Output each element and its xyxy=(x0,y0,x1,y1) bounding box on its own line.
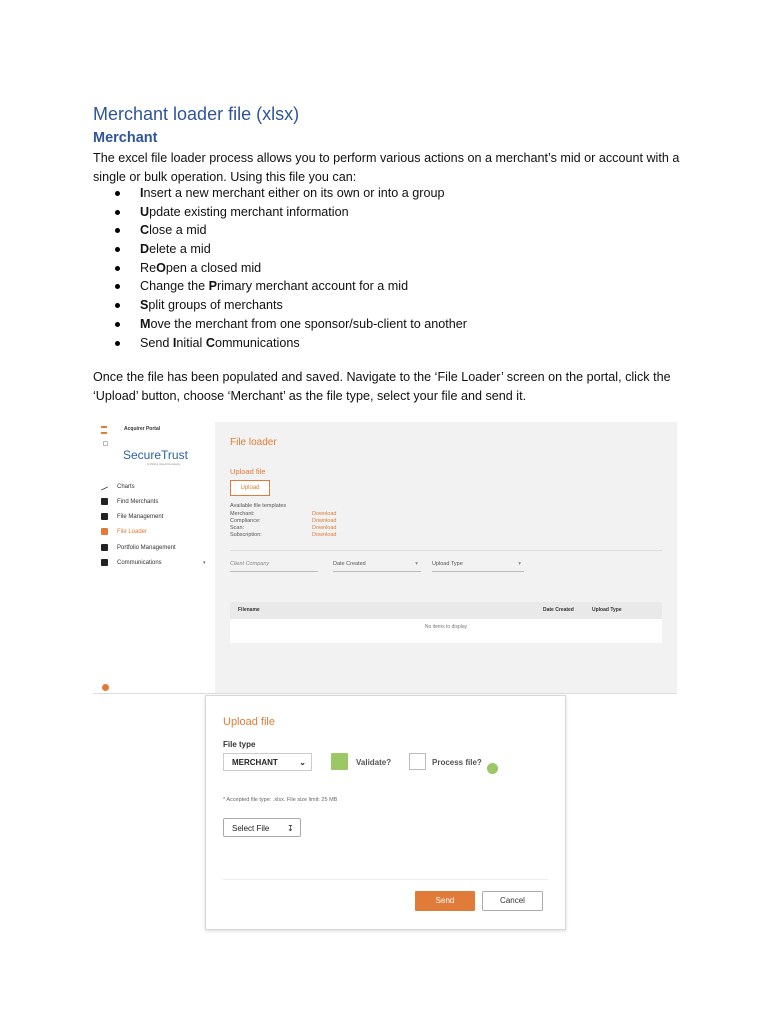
chevron-down-icon: ⌄ xyxy=(299,758,306,767)
column-header[interactable]: Date Created xyxy=(543,607,574,613)
templates-label: Available file templates xyxy=(230,503,287,509)
file-upload-icon xyxy=(101,528,108,535)
uploads-table xyxy=(230,602,662,643)
bullet-icon xyxy=(115,341,120,346)
column-header[interactable]: Filename xyxy=(238,607,260,613)
collapse-icon[interactable] xyxy=(103,441,108,446)
logo-tagline: A Viking Cloud Company xyxy=(147,462,181,466)
download-link[interactable]: Download xyxy=(312,525,337,531)
intro-paragraph: The excel file loader process allows you to perform various actions on a merchant’s mid or account with a single or bulk operation. Using this file you can: xyxy=(93,151,680,184)
portal-name: Acquirer Portal xyxy=(124,426,161,432)
column-header[interactable]: Upload Type xyxy=(592,607,622,613)
instructions-paragraph: Once the file has been populated and saved. Navigate to the ‘File Loader’ screen on the portal, click the ‘Upload’ button, choose ‘Merchant’ as the file type, select your file and send it. xyxy=(93,370,671,403)
validate-checkbox[interactable] xyxy=(331,753,348,770)
bullet-icon xyxy=(115,228,120,233)
sidebar-item-communications[interactable]: Communications xyxy=(101,558,162,568)
bullet-icon xyxy=(115,322,120,327)
operations-list xyxy=(93,184,467,352)
file-type-label: File type xyxy=(223,740,256,749)
list-item: Close a mid xyxy=(93,221,467,240)
upload-type-filter[interactable]: Upload Type ▾ xyxy=(432,557,524,572)
bullet-icon xyxy=(115,303,120,308)
sidebar-item-file-management[interactable]: File Management xyxy=(101,512,163,522)
user-icon[interactable] xyxy=(102,684,109,691)
chart-icon xyxy=(101,482,108,490)
template-row: Scan: Download xyxy=(230,525,337,531)
sidebar-item-charts[interactable]: Charts xyxy=(101,482,135,492)
chevron-down-icon[interactable]: ▾ xyxy=(203,560,206,566)
chevron-down-icon: ▾ xyxy=(415,561,418,567)
help-icon[interactable] xyxy=(487,763,498,774)
list-item: Send Initial Communications xyxy=(93,334,467,353)
select-file-button[interactable]: Select File ↧ xyxy=(223,818,301,837)
upload-dialog xyxy=(205,695,566,930)
bullet-icon xyxy=(115,247,120,252)
cancel-button[interactable]: Cancel xyxy=(482,891,543,911)
list-item: Insert a new merchant either on its own or into a group xyxy=(93,184,467,203)
chevron-down-icon: ▾ xyxy=(518,561,521,567)
document-title: Merchant loader file (xlsx) xyxy=(93,104,300,124)
template-row: Merchant: Download xyxy=(230,511,337,517)
bullet-icon xyxy=(115,266,120,271)
mail-icon xyxy=(101,559,108,566)
download-link[interactable]: Download xyxy=(312,532,337,538)
process-file-checkbox[interactable] xyxy=(409,753,426,770)
download-arrow-icon: ↧ xyxy=(287,824,294,833)
divider xyxy=(223,879,548,880)
list-item: Update existing merchant information xyxy=(93,203,467,222)
people-icon xyxy=(101,498,108,505)
template-row: Compliance: Download xyxy=(230,518,337,524)
folder-icon xyxy=(101,544,108,551)
sidebar-item-portfolio-management[interactable]: Portfolio Management xyxy=(101,543,176,553)
sidebar-item-find-merchants[interactable]: Find Merchants xyxy=(101,497,158,507)
process-file-label: Process file? xyxy=(432,758,482,767)
list-item: Split groups of merchants xyxy=(93,296,467,315)
bullet-icon xyxy=(115,210,120,215)
apps-menu-icon[interactable] xyxy=(101,426,107,434)
upload-section-heading: Upload file xyxy=(230,467,266,476)
file-type-note: * Accepted file type: .xlsx. File size limit: 25 MB xyxy=(223,797,338,803)
validate-label: Validate? xyxy=(356,758,392,767)
sidebar xyxy=(93,422,215,693)
sidebar-item-file-loader[interactable]: File Loader xyxy=(101,527,147,537)
portal-screenshot xyxy=(93,422,677,694)
list-item: ReOpen a closed mid xyxy=(93,259,467,278)
upload-button[interactable]: Upload xyxy=(230,480,270,496)
send-button[interactable]: Send xyxy=(415,891,475,911)
list-item: Move the merchant from one sponsor/sub-client to another xyxy=(93,315,467,334)
download-link[interactable]: Download xyxy=(312,518,337,524)
client-company-filter[interactable]: Client Company xyxy=(230,557,318,572)
logo: SecureTrust xyxy=(123,448,188,462)
file-icon xyxy=(101,513,108,520)
table-header xyxy=(230,602,662,619)
bullet-icon xyxy=(115,191,120,196)
divider xyxy=(230,550,662,551)
list-item: Change the Primary merchant account for a mid xyxy=(93,277,467,296)
list-item: Delete a mid xyxy=(93,240,467,259)
page-title: File loader xyxy=(230,437,277,448)
date-created-filter[interactable]: Date Created ▾ xyxy=(333,557,421,572)
section-heading: Merchant xyxy=(93,130,158,146)
download-link[interactable]: Download xyxy=(312,511,337,517)
dialog-title: Upload file xyxy=(223,716,275,728)
template-row: Subscription: Download xyxy=(230,532,337,538)
bullet-icon xyxy=(115,284,120,289)
empty-state: No items to display xyxy=(424,624,468,630)
file-type-select[interactable]: MERCHANT ⌄ xyxy=(223,753,312,771)
